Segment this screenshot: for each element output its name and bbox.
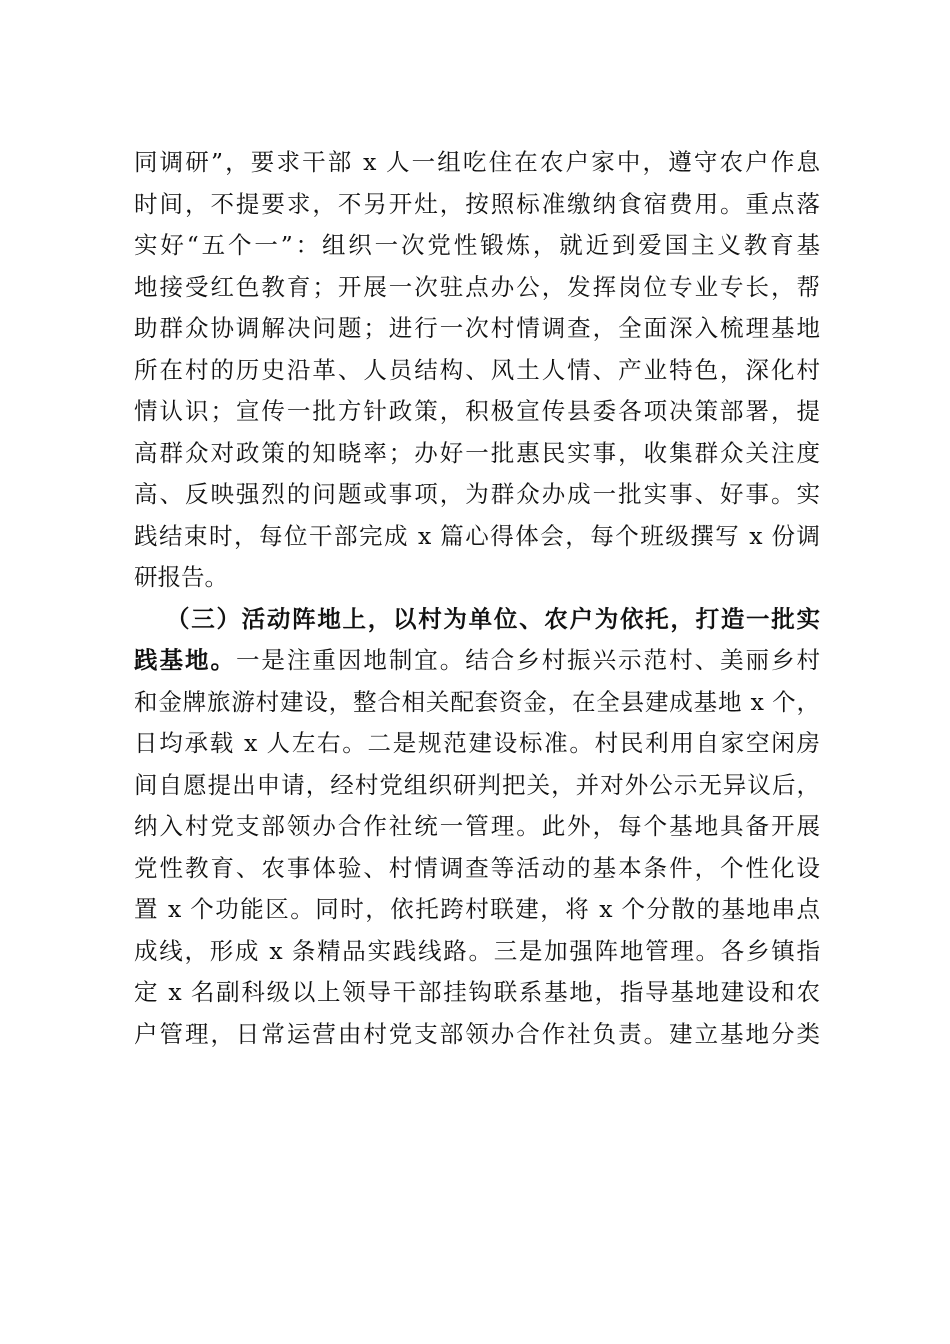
body-text: 党性教育、农事体验、村情调查等活动的基本条件，个性化设 xyxy=(134,853,820,882)
body-text: 情认识；宣传一批方针政策，积极宣传县委各项决策部署，提 xyxy=(134,397,820,425)
body-text: 时间，不提要求，不另开灶，按照标准缴纳食宿费用。重点落 xyxy=(134,189,820,218)
text-line xyxy=(134,972,820,1014)
bold-heading-text: （三）活动阵地上，以村为单位、农户为依托，打造一批实 xyxy=(166,604,820,633)
text-line xyxy=(134,640,820,682)
body-text: 置 x 个功能区。同时，依托跨村联建，将 x 个分散的基地串点 xyxy=(134,895,820,923)
text-line xyxy=(134,599,820,641)
text-line xyxy=(134,682,820,724)
body-text: 同调研”，要求干部 x 人一组吃住在农户家中，遵守农户作息 xyxy=(134,148,820,176)
document-body xyxy=(134,142,820,1055)
bold-heading-text: 践基地。 xyxy=(134,646,236,674)
body-text: 所在村的历史沿革、人员结构、风土人情、产业特色，深化村 xyxy=(134,355,820,384)
text-line xyxy=(134,557,820,599)
body-text: 践结束时，每位干部完成 x 篇心得体会，每个班级撰写 x 份调 xyxy=(134,521,820,550)
text-line xyxy=(134,889,820,931)
body-text: 日均承载 x 人左右。二是规范建设标准。村民利用自家空闲房 xyxy=(134,729,820,757)
body-text: 地接受红色教育；开展一次驻点办公，发挥岗位专业专长，帮 xyxy=(134,272,820,301)
text-line xyxy=(134,184,820,226)
text-line xyxy=(134,1014,820,1056)
text-line xyxy=(134,806,820,848)
text-line xyxy=(134,225,820,267)
body-text: 成线，形成 x 条精品实践线路。三是加强阵地管理。各乡镇指 xyxy=(134,936,820,965)
text-line xyxy=(134,433,820,475)
body-text: 高、反映强烈的问题或事项，为群众办成一批实事、好事。实 xyxy=(134,480,820,508)
text-line xyxy=(134,723,820,765)
body-text: 一是注重因地制宜。结合乡村振兴示范村、美丽乡村 xyxy=(235,646,821,674)
text-line xyxy=(134,391,820,433)
body-text: 定 x 名副科级以上领导干部挂钩联系基地，指导基地建设和农 xyxy=(134,978,820,1006)
text-line xyxy=(134,267,820,309)
body-text: 高群众对政策的知晓率；办好一批惠民实事，收集群众关注度 xyxy=(134,438,820,467)
text-line xyxy=(134,474,820,516)
text-line xyxy=(134,848,820,890)
body-text: 助群众协调解决问题；进行一次村情调查，全面深入梳理基地 xyxy=(134,314,820,342)
text-line xyxy=(134,931,820,973)
text-line xyxy=(134,516,820,558)
body-text: 实好“五个一”：组织一次党性锻炼，就近到爱国主义教育基 xyxy=(134,231,820,259)
body-text: 和金牌旅游村建设，整合相关配套资金，在全县建成基地 x 个， xyxy=(134,687,820,716)
text-line xyxy=(134,350,820,392)
text-line xyxy=(134,142,820,184)
body-text: 研报告。 xyxy=(134,563,228,591)
body-text: 间自愿提出申请，经村党组织研判把关，并对外公示无异议后， xyxy=(134,770,820,799)
body-text: 纳入村党支部领办合作社统一管理。此外，每个基地具备开展 xyxy=(134,812,820,840)
text-line xyxy=(134,308,820,350)
body-text: 户管理，日常运营由村党支部领办合作社负责。建立基地分类 xyxy=(134,1019,820,1048)
text-line xyxy=(134,765,820,807)
